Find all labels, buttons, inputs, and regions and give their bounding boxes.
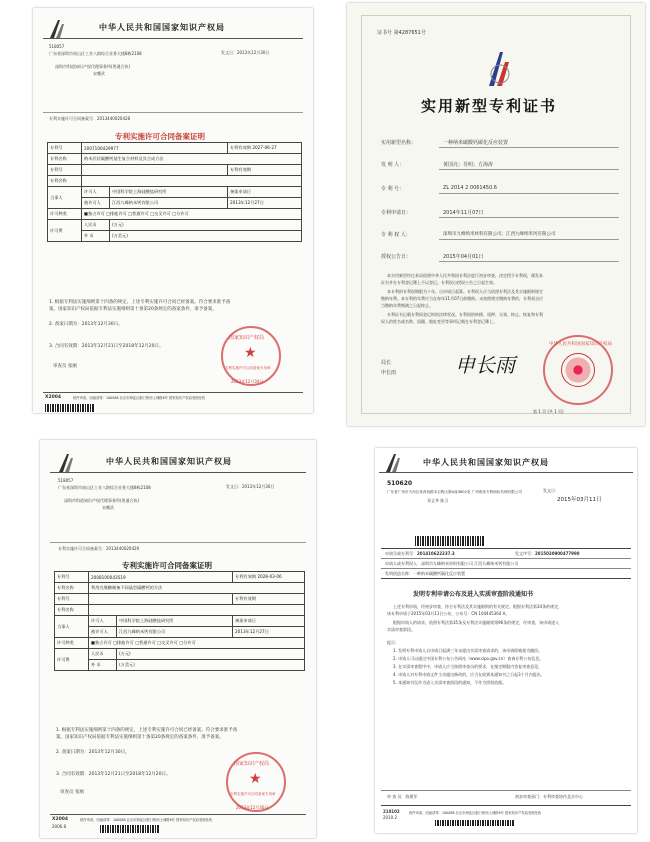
- agent-name: 宋鹰武: [102, 505, 114, 510]
- filing-date: 2014年11月07日: [443, 210, 484, 216]
- mail-address: 广东省深圳市南山区工业八路综合业务大楼8栋2108: [58, 485, 151, 490]
- note-1b: 案。国家知识产权局依据专利法实施细则第十条第20条规定的备案条件，准予备案。: [56, 735, 224, 740]
- notice-hint-2: 2. 申请人可以通过中国专利公布公告网站（www.sipo.gov.cn）查询专利公布信息。: [393, 656, 544, 661]
- cert-body-4: 缴纳年费。本专利的年费应当在每年11月07日前缴纳。未按照规定缴纳年费的，专利权自应: [381, 296, 544, 301]
- table-row: 专利名称 纳米层状碳酸钙基生复合材料及其合成方法: [48, 154, 302, 165]
- director-title: 局长: [381, 360, 392, 366]
- patent-number: ZL 2014 2 0061450.6: [443, 185, 497, 191]
- cert-body-6: 专利证书记载专利权登记时的法律状况。专利权的转移、质押、无效、终止、恢复和专利: [387, 312, 543, 317]
- notice-hint-3: 3. 在实质审查程序中，申请人应当按照审查员的要求，在指定期限内答复审查意见。: [393, 664, 543, 669]
- record-table: [47, 142, 302, 242]
- issue-date: 发文日：2013年12月30日: [226, 484, 275, 489]
- record-certificate-2013440020429: 中华人民共和国国家知识产权局 518057 广东省深圳市南山区工业八路综合业务大楼8栋2108 深圳市科道知识产权代理事务所(普通合伙) 宋鹰武 发文日：2013年12月30日 专利实施许可合同备案号：2013440020429 专利实施许可合同备案证明 专利号 2008100043519 专利有效期 2028-03-06 专利名称 利用壳聚糖制备不同晶型碳酸钙的方法 专利号 专利有效期 专利名称 当事人 许可人 中国科学院上海硅酸盐研究所 备案申请日 被许可人 江西九峰纳米钙有限公司 2013年12月27日 许可种类 ■独占许可 □排他许可 □普通许可 □交叉许可 □分许可 许可费 人民币 (万元) 外 币 (万美元) 1. 根据专利法实施细则第十四条的规定，上述专利实施许可合同已经备案。符合要求准予备 案。国家知识产权局依据专利法实施细则第十条第20条规定的备案条件，准予备案。 2. 备案日期为：2013年12月30日。 3. 合同有效期：2013年12月21日至2018年12月20日。 审查员 张厕 ★ 国家知识产权局 专利实施许可合同备案专用章 2013年12月30日 X2004 2006.8 纸件申请，回函请寄：100088 北京市海淀区蓟门桥西土城路6号 国家知识产权局受理处收: [40, 440, 316, 838]
- notice-para-4: 实质审查阶段。: [387, 627, 415, 632]
- office-name: 中华人民共和国国家知识产权局: [423, 458, 549, 467]
- cert-body-1: 本实用新型经过本局依照中华人民共和国专利法进行初步审查，决定授予专利权，颁发本: [387, 273, 543, 278]
- table-row: 专利名称: [48, 176, 302, 187]
- agent-name: 宋鹰武: [93, 71, 105, 76]
- form-version: 2006.8: [52, 824, 66, 829]
- examiner: 审查员 张厕: [53, 364, 77, 369]
- table-row: 专利名称: [55, 605, 305, 616]
- certificate-title: 专利实施许可合同备案证明: [122, 561, 212, 570]
- sipo-emblem-icon: [485, 48, 515, 88]
- page-number: 第 1 页 (共 1 页): [533, 409, 564, 414]
- table-row: 许可费 人民币 (万元): [48, 220, 302, 231]
- mail-address: 广东省深圳市南山区工业八路综合业务大楼8栋2108: [49, 51, 142, 56]
- model-name: 一种纳米碳酸钙碳化反应装置: [443, 140, 509, 146]
- note-1b: 案。国家知识产权局依据专利法实施细则第十条第20条规定的备案条件，准予备案。: [49, 307, 217, 312]
- issue-date: 2015年03月11日: [557, 497, 602, 503]
- footer-barcode: [435, 820, 515, 826]
- barcode: [45, 404, 95, 412]
- office-name: 中华人民共和国国家知识产权局: [99, 23, 225, 32]
- form-version: 2010.2: [383, 815, 397, 820]
- table-row: 专利号 2007100429977 专利有效期 2027-06-27: [48, 143, 302, 154]
- agency-name: 深圳市科道知识产权代理事务所(普通合伙): [55, 64, 131, 69]
- exam-department: 初步审查部门：专利审查协作北京中心: [515, 794, 583, 799]
- notice-hint-5: 5. 本通知书仅作为进入实质审查阶段的通知，不作为授权依据。: [393, 680, 507, 685]
- agent-name: 邓义华 陈卫: [427, 498, 449, 503]
- notice-hint-4: 4. 申请人对专利申请文件主动提出修改的，应当在收到本通知书之日起3个月内提出。: [393, 672, 545, 677]
- sipo-logo-icon: [383, 452, 405, 474]
- footer-note: 纸件申请，回函请寄：100088 北京市海淀区蓟门桥西土城路6号 国家知识产权局受理处收: [80, 818, 213, 822]
- table-row: 许可费 人民币 (万元): [55, 649, 305, 660]
- note-3: 3. 合同有效期：2013年12月21日至2018年12月20日。: [49, 344, 164, 349]
- notice-title: 发明专利申请公布及进入实质审查阶段通知书: [413, 591, 534, 598]
- postcode: 518057: [49, 44, 65, 49]
- table-row: 当事人 许可人 中国科学院上海硅酸盐研究所 备案申请日: [55, 616, 305, 627]
- agency-name: 深圳市科道知识产权代理事务所(普通合伙): [64, 498, 140, 503]
- examiner: 陈建军: [405, 794, 418, 799]
- certificate-title: 专利实施许可合同备案证明: [115, 132, 205, 141]
- table-row: 专利号 2008100043519 专利有效期 2028-03-06: [55, 572, 305, 583]
- note-1: 1. 根据专利法实施细则第十四条的规定，上述专利实施许可合同已经备案。符合要求准予备: [56, 728, 238, 733]
- cert-body-2: 证书并在专利登记簿上予以登记。专利权自授权公告之日起生效。: [381, 280, 497, 285]
- cert-body-5: 当缴纳年费期满之日起终止。: [381, 303, 433, 308]
- table-row: 被许可人 江西九峰纳米钙有限公司 2013年12月27日: [48, 198, 302, 209]
- certificate-title: 实用新型专利证书: [421, 97, 558, 115]
- table-row: 外 币 (万美元): [48, 231, 302, 242]
- table-row: 当事人 许可人 中国科学院上海硅酸盐研究所 备案申请日: [48, 187, 302, 198]
- document-serial: 2015030900477990: [535, 551, 580, 556]
- inventors: 黄国亮；肖明；方海涛: [443, 162, 494, 168]
- notice-para-3: 根据申请人的请求，依照专利法第35条及专利法实施细则第96条的规定，经审查，该申请进入: [393, 620, 560, 625]
- table-row: 专利号 专利有效期: [55, 594, 305, 605]
- postcode: 518057: [58, 478, 74, 483]
- table-row: 专利号 专利有效期: [48, 165, 302, 176]
- record-table: [54, 571, 305, 671]
- seal-star-icon: ★: [244, 345, 257, 361]
- mail-address: 广东省广州市天河区体育西路本百陶大厦A座3802室 广州粤高专利商标代理有限公司: [387, 490, 522, 494]
- table-row: 许可种类 ■独占许可 □排他许可 □普通许可 □交叉许可 □分许可: [48, 209, 302, 220]
- barcode: [100, 825, 160, 833]
- seal-date: 2013年12月30日: [236, 805, 269, 810]
- utility-model-certificate: 证书号 第4287651号 实用新型专利证书 实用新型名称： 一种纳米碳酸钙碳化反应装置 发 明 人： 黄国亮；肖明；方海涛 专 利 号： ZL 2014 2 0061450.6 专利申请日： 2014年11月07日 专 利 权 人： 深圳市九峰纳米材料有限公司；江西九峰纳米钙有限公司 授权公告日： 2015年04月01日 本实用新型经过本局依照中华人民共和国专利法进行初步审查，决定授予专利权，颁发本 证书并在专利登记簿上予以登记。专利权自授权公告之日起生效。 本专利的专利权期限为十年，自申请日起算。专利权人应当依照专利法及其实施细则规定 缴纳年费。本专利的年费应当在每年11月07日前缴纳。未按照规定缴纳年费的，专利权自应 当缴纳年费期满之日起终止。 专利证书记载专利权登记时的法律状况。专利权的转移、质押、无效、终止、恢复和专利 权人的姓名或名称、国籍、地址变更等事项记载在专利登记簿上。 局长 申长雨 申长雨 中华人民共和国国家知识产权局 第 1 页 (共 1 页): [347, 3, 645, 426]
- footer-note: 纸件申请，回函请寄：100088 北京市海淀区蓟门桥西土城路6号 国家知识产权局受理处收: [409, 811, 542, 815]
- notice-para-2: 该专利申请于2015年03月11日公布，公布号：CN 104445364 A。: [387, 611, 510, 616]
- note-2: 2. 备案日期为：2013年12月30日。: [49, 322, 123, 327]
- table-row: 专利名称 利用壳聚糖制备不同晶型碳酸钙的方法: [55, 583, 305, 594]
- invention-name: 一种纳米碳酸钙碳化反应装置: [413, 571, 465, 576]
- form-code: X2004: [52, 817, 68, 822]
- certificate-number: 证书号 第4287651号: [377, 30, 426, 36]
- notice-hint: 提示：: [387, 640, 399, 645]
- applicant: 深圳市九峰纳米材料有限公司 江西九峰纳米钙有限公司: [421, 561, 519, 566]
- sipo-logo-icon: [56, 452, 78, 474]
- sipo-logo-icon: [47, 18, 69, 40]
- issue-date: 发文日：2013年12月30日: [221, 50, 270, 55]
- record-number: 专利实施许可合同备案号：2013440020429: [58, 546, 140, 551]
- national-emblem-icon: [561, 353, 595, 387]
- issue-date-label: 发文日：: [543, 488, 559, 493]
- form-code: X2004: [45, 395, 61, 400]
- office-name: 中华人民共和国国家知识产权局: [106, 457, 232, 466]
- cert-body-3: 本专利的专利权期限为十年，自申请日起算。专利权人应当依照专利法及其实施细则规定: [387, 289, 543, 294]
- seal-date: 2013年12月30日: [231, 379, 264, 384]
- postcode: 510620: [387, 480, 413, 487]
- application-number: 201410622237.3: [417, 551, 455, 556]
- record-certificate-2013440020428: 中华人民共和国国家知识产权局 518057 广东省深圳市南山区工业八路综合业务大楼8栋2108 深圳市科道知识产权代理事务所(普通合伙) 宋鹰武 发文日：2013年12月30日 专利实施许可合同备案号：2013440020428 专利实施许可合同备案证明 专利号 2007100429977 专利有效期 2027-06-27 专利名称 纳米层状碳酸钙基生复合材料及其合成方法 专利号 专利有效期 专利名称 当事人 许可人 中国科学院上海硅酸盐研究所 备案申请日 被许可人 江西九峰纳米钙有限公司 2013年12月27日 许可种类 ■独占许可 □排他许可 □普通许可 □交叉许可 □分许可 许可费 人民币 (万元) 外 币 (万美元) 1. 根据专利法实施细则第十四条的规定，上述专利实施许可合同已经备案。符合要求准予备 案。国家知识产权局依据专利法实施细则第十条第20条规定的备案条件，准予备案。 2. 备案日期为：2013年12月30日。 3. 合同有效期：2013年12月21日至2018年12月20日。 审查员 张厕 ★ 国家知识产权局 专利实施许可合同备案专用章 2013年12月30日 X2004 纸件申请，回函请寄：100088 北京市海淀区蓟门桥西土城路6号 国家知识产权局受理处收: [33, 8, 313, 413]
- publication-notice: 中华人民共和国国家知识产权局 510620 广东省广州市天河区体育西路本百陶大厦A座3802室 广州粤高专利商标代理有限公司 邓义华 陈卫 发文日： 2015年03月11日 申请号或专利号：201410622237.3 发文序号：2015030900477990 申请人或专利权人：深圳市九峰纳米材料有限公司 江西九峰纳米钙有限公司 发明创造名称：一种纳米碳酸钙碳化反应装置 发明专利申请公布及进入实质审查阶段通知书 上述专利申请，经初步审查，符合专利法及其实施细则的有关规定。根据专利法第34条的规定， 该专利申请于2015年03月11日公布，公布号：CN 104445364 A。 根据申请人的请求，依照专利法第35条及专利法实施细则第96条的规定，经审查，该申请进入 实质审查阶段。 提示： 1. 发明专利申请人自申请日起满三年未提出实质审查请求的，该申请即被视为撤回。 2. 申请人可以通过中国专利公布公告网站（www.sipo.gov.cn）查询专利公布信息。 3. 在实质审查程序中，申请人应当按照审查员的要求，在指定期限内答复审查意见。 4. 申请人对专利申请文件主动提出修改的，应当在收到本通知书之日起3个月内提出。 5. 本通知书仅作为进入实质审查阶段的通知，不作为授权依据。 审 查 员：陈建军 初步审查部门：专利审查协作北京中心 210102 2010.2 纸件申请，回函请寄：100088 北京市海淀区蓟门桥西土城路6号 国家知识产权局受理处收: [375, 448, 637, 833]
- table-row: 被许可人 江西九峰纳米钙有限公司 2013年12月27日: [55, 627, 305, 638]
- table-row: 外 币 (万美元): [55, 660, 305, 671]
- table-row: 许可种类 ■独占许可 □排他许可 □普通许可 □交叉许可 □分许可: [55, 638, 305, 649]
- notice-hint-1: 1. 发明专利申请人自申请日起满三年未提出实质审查请求的，该申请即被视为撤回。: [393, 648, 543, 653]
- cert-body-7: 权人的姓名或名称、国籍、地址变更等事项记载在专利登记簿上。: [381, 319, 497, 324]
- record-number: 专利实施许可合同备案号：2013440020428: [49, 116, 131, 121]
- footer-note: 纸件申请，回函请寄：100088 北京市海淀区蓟门桥西土城路6号 国家知识产权局受理处收: [73, 396, 206, 400]
- notice-para-1: 上述专利申请，经初步审查，符合专利法及其实施细则的有关规定。根据专利法第34条的规定，: [393, 604, 563, 609]
- grant-date: 2015年04月01日: [443, 254, 484, 260]
- patent-holder: 深圳市九峰纳米材料有限公司；江西九峰纳米钙有限公司: [443, 232, 556, 237]
- examiner: 审查员 张厕: [60, 790, 84, 795]
- note-3: 3. 合同有效期：2013年12月21日至2018年12月20日。: [56, 772, 171, 777]
- barcode: [415, 536, 485, 546]
- form-code: 210102: [383, 809, 400, 814]
- director-signature: 申长雨: [455, 353, 515, 377]
- note-1: 1. 根据专利法实施细则第十四条的规定，上述专利实施许可合同已经备案。符合要求准予备: [49, 300, 231, 305]
- director-name: 申长雨: [381, 370, 397, 376]
- seal-star-icon: ★: [249, 771, 262, 787]
- note-2: 2. 备案日期为：2013年12月30日。: [56, 750, 130, 755]
